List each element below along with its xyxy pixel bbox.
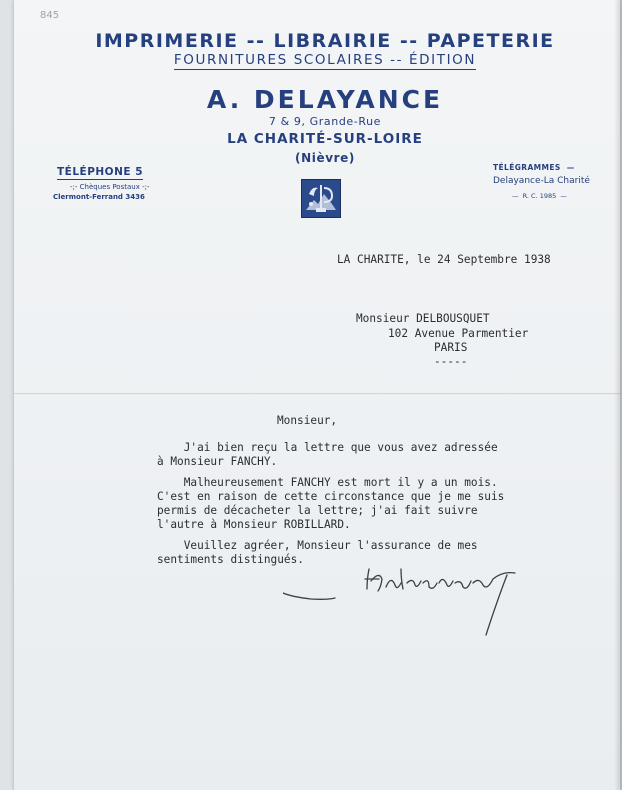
telegrammes-address: Delayance-La Charité xyxy=(493,176,590,186)
letterhead-services xyxy=(0,52,622,68)
salutation: Monsieur, xyxy=(277,414,338,427)
rc-number: — R. C. 1985 — xyxy=(512,192,567,200)
recipient-underline: ----- xyxy=(434,355,468,368)
handwritten-signature xyxy=(283,565,533,640)
letterhead-trades: IMPRIMERIE -- LIBRAIRIE -- PAPETERIE xyxy=(95,30,555,52)
company-street: 7 & 9, Grande-Rue xyxy=(268,115,382,128)
paragraph-1-line-1: J'ai bien reçu la lettre que vous avez adressée xyxy=(157,441,498,454)
cheques-account: Clermont-Ferrand 3436 xyxy=(53,193,145,201)
paragraph-1-line-2: à Monsieur FANCHY. xyxy=(157,455,278,468)
paragraph-3-line-2: sentiments distingués. xyxy=(157,553,304,566)
telegrammes-label: TÉLÉGRAMMES — xyxy=(493,163,575,172)
cheques-label: -;- Chèques Postaux -;- xyxy=(70,183,150,191)
paper-fold-line xyxy=(14,393,620,395)
signature-stroke xyxy=(283,565,533,640)
company-logo-graphic xyxy=(302,180,340,217)
recipient-street: 102 Avenue Parmentier xyxy=(388,327,529,340)
telegrammes-label-text: TÉLÉGRAMMES xyxy=(493,163,561,172)
company-name: A. DELAYANCE xyxy=(206,85,444,114)
recipient-name: Monsieur DELBOUSQUET xyxy=(356,312,490,325)
paragraph-2-line-1: Malheureusement FANCHY est mort il y a un mois. xyxy=(157,476,498,489)
telephone-number: TÉLÉPHONE 5 xyxy=(57,166,144,178)
company-city: LA CHARITÉ-SUR-LOIRE xyxy=(227,131,423,147)
paragraph-3-line-1: Veuillez agréer, Monsieur l'assurance de mes xyxy=(157,539,478,552)
recipient-city: PARIS xyxy=(434,341,468,354)
paragraph-2-line-2: C'est en raison de cette circonstance que je me suis xyxy=(157,490,505,503)
letterhead-services-text: FOURNITURES SCOLAIRES -- ÉDITION xyxy=(173,52,477,68)
rc-number-text: R. C. 1985 xyxy=(522,192,557,200)
letter-date: LA CHARITE, le 24 Septembre 1938 xyxy=(337,253,551,266)
pencil-note: 845 xyxy=(40,10,60,21)
company-department: (Nièvre) xyxy=(295,151,355,165)
paragraph-2-line-3: permis de décacheter la lettre; j'ai fait suivre xyxy=(157,504,478,517)
paragraph-2-line-4: l'autre à Monsieur ROBILLARD. xyxy=(157,518,351,531)
company-logo-icon xyxy=(301,179,341,218)
